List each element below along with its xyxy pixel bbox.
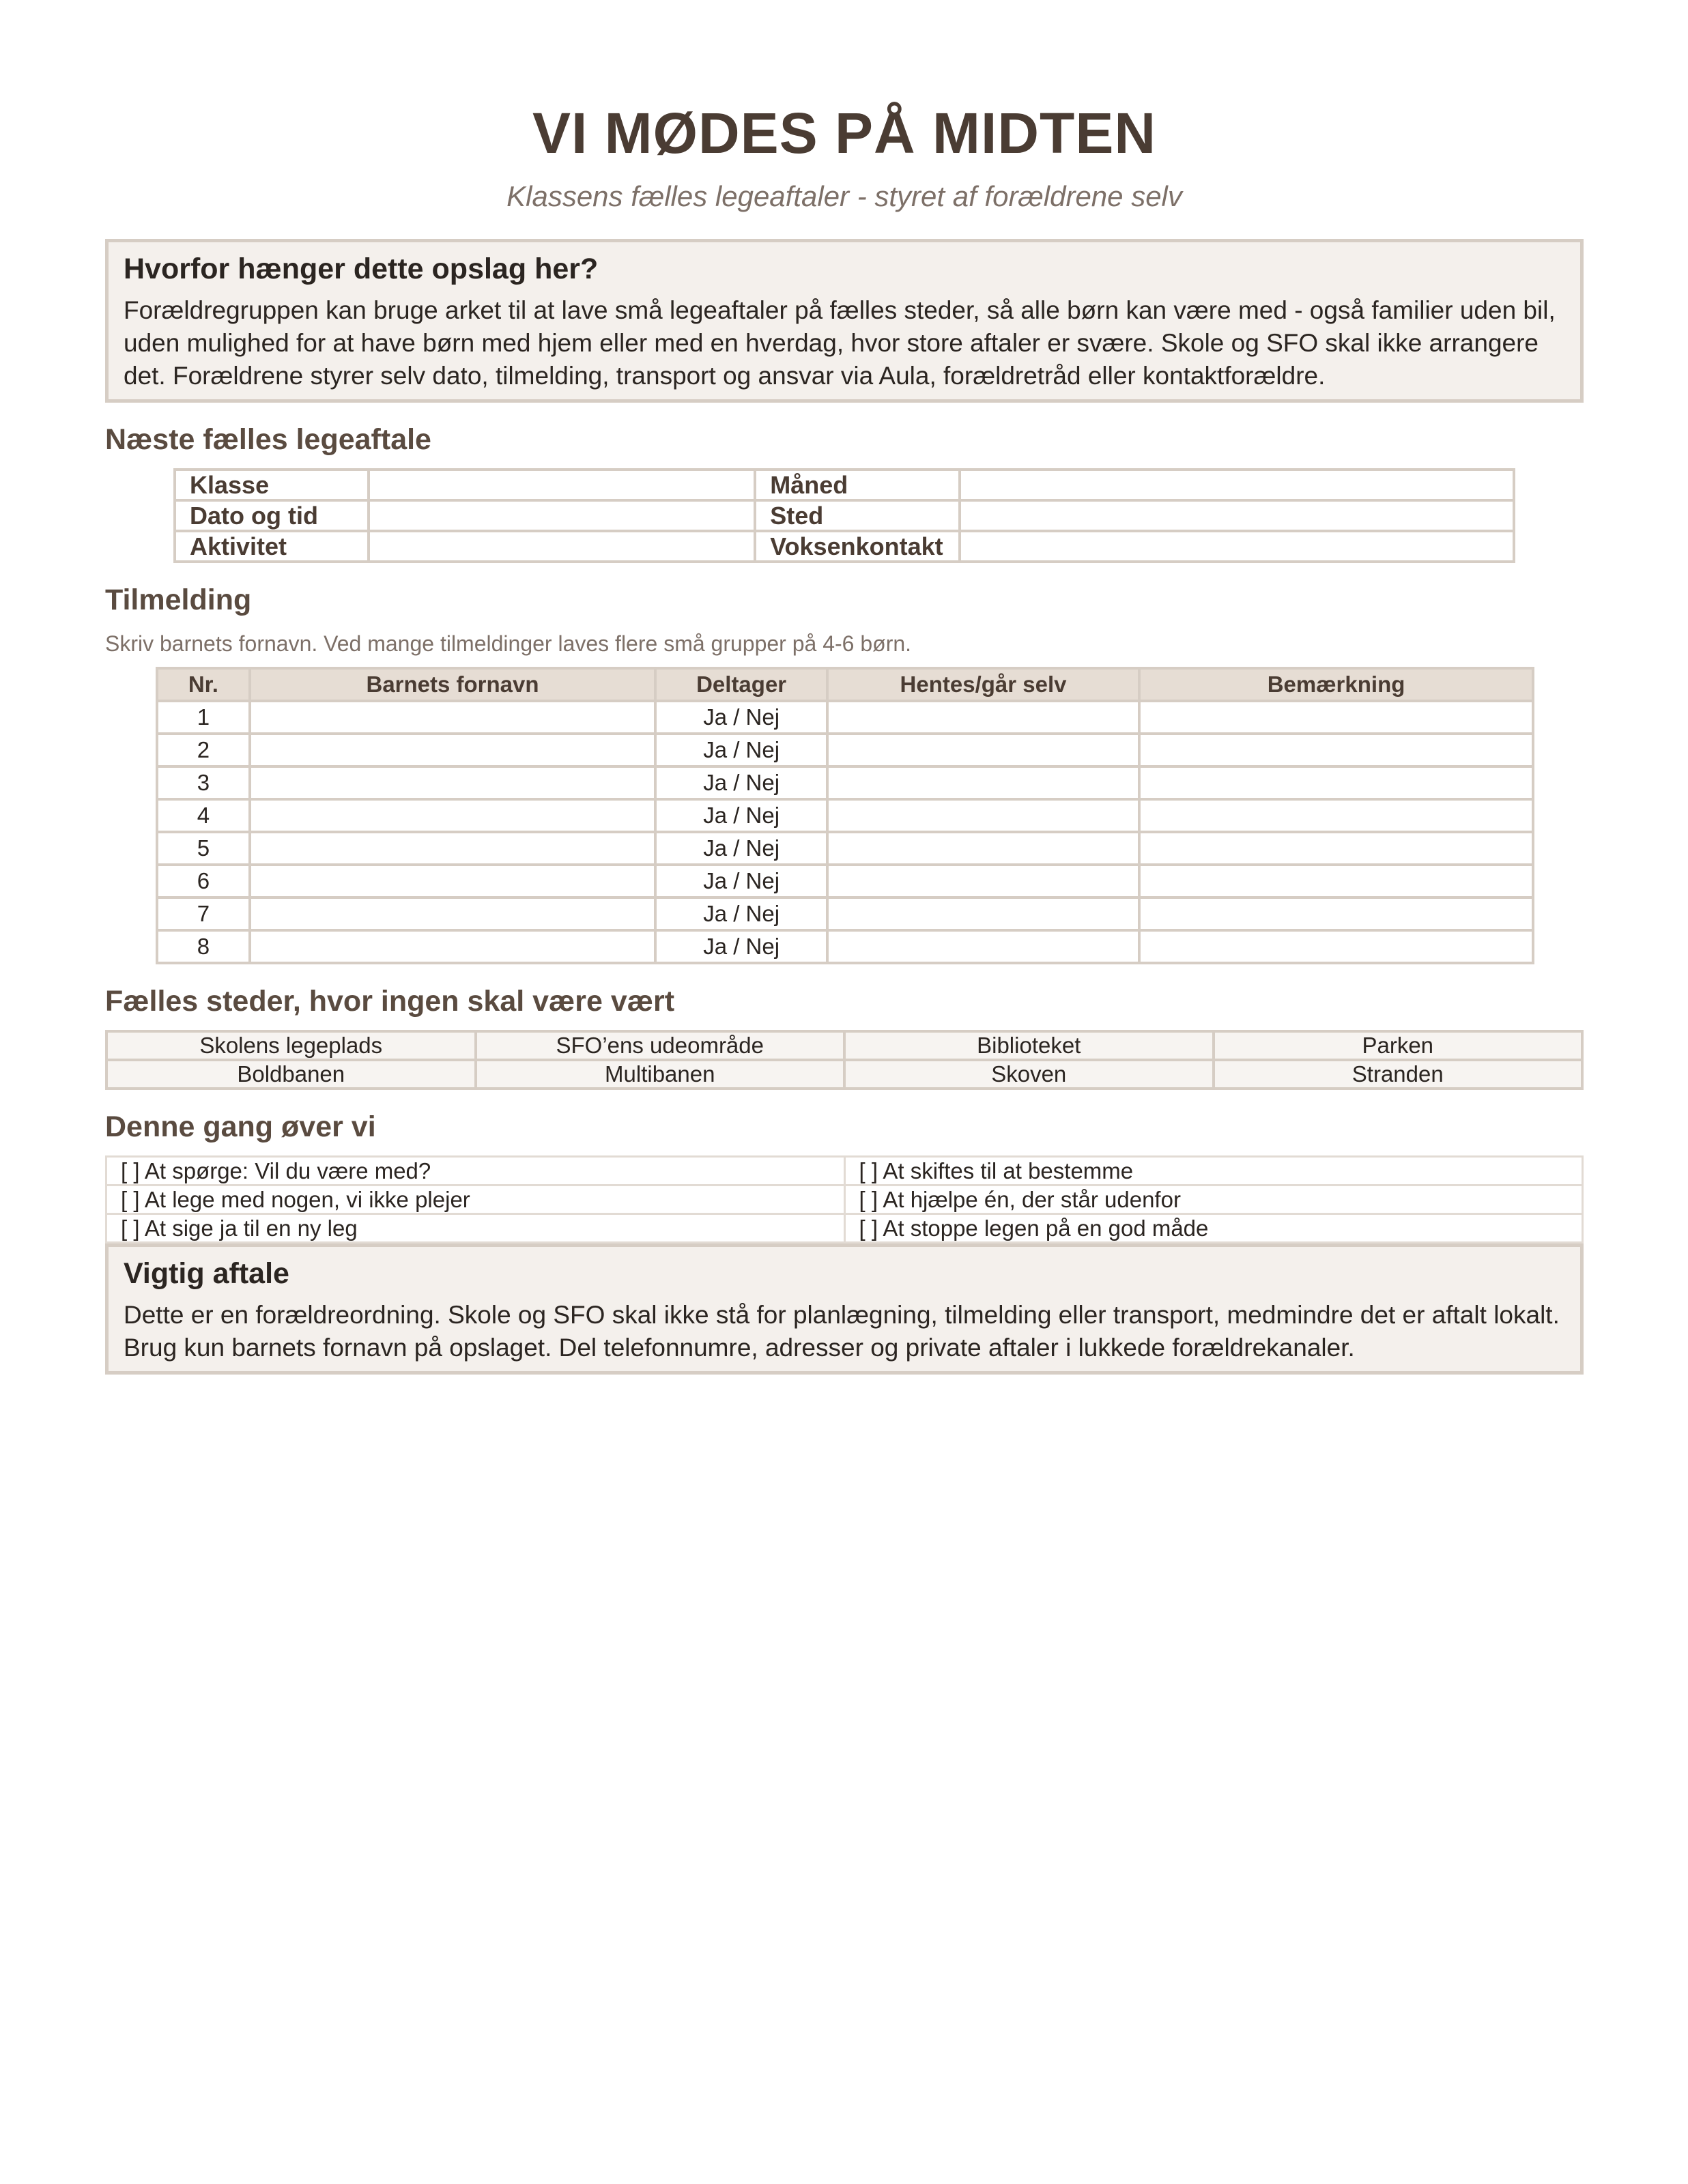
table-row: [157, 897, 1533, 930]
places-table: [105, 1030, 1584, 1090]
table-row: [157, 865, 1533, 897]
table-row: [157, 734, 1533, 766]
child-name-cell[interactable]: [250, 865, 656, 897]
place-cell: Multibanen: [476, 1060, 845, 1089]
page-subtitle: Klassens fælles legeaftaler - styret af forældrene selv: [506, 180, 1182, 212]
row-number: 6: [157, 865, 250, 897]
field-value[interactable]: [369, 500, 755, 531]
participant-cell[interactable]: Ja / Nej: [655, 799, 827, 832]
row-number: 1: [157, 701, 250, 734]
practice-checkbox-item[interactable]: [ ] At hjælpe én, der står udenfor: [844, 1186, 1583, 1214]
table-row: [157, 832, 1533, 865]
practice-checkbox-item[interactable]: [ ] At stoppe legen på en god måde: [844, 1214, 1583, 1243]
child-name-cell[interactable]: [250, 832, 656, 865]
remark-cell[interactable]: [1139, 865, 1533, 897]
places-heading: Fælles steder, hvor ingen skal være vært: [105, 985, 675, 1018]
place-cell: Biblioteket: [844, 1031, 1214, 1060]
participant-cell[interactable]: Ja / Nej: [655, 832, 827, 865]
participant-cell[interactable]: Ja / Nej: [655, 865, 827, 897]
remark-cell[interactable]: [1139, 799, 1533, 832]
pickup-cell[interactable]: [827, 832, 1139, 865]
table-row: [175, 531, 1514, 562]
remark-cell[interactable]: [1139, 766, 1533, 799]
pickup-cell[interactable]: [827, 766, 1139, 799]
remark-cell[interactable]: [1139, 930, 1533, 963]
pickup-cell[interactable]: [827, 701, 1139, 734]
remark-cell[interactable]: [1139, 897, 1533, 930]
row-number: 4: [157, 799, 250, 832]
registration-table: [156, 667, 1534, 964]
field-value[interactable]: [960, 470, 1514, 500]
field-label: Sted: [755, 500, 960, 531]
pickup-cell[interactable]: [827, 734, 1139, 766]
table-row: [106, 1214, 1583, 1243]
row-number: 2: [157, 734, 250, 766]
place-cell: SFO’ens udeområde: [476, 1031, 845, 1060]
child-name-cell[interactable]: [250, 930, 656, 963]
table-header-row: [157, 668, 1533, 701]
practice-checkbox-item[interactable]: [ ] At skiftes til at bestemme: [844, 1157, 1583, 1186]
column-header: Barnets fornavn: [250, 668, 656, 701]
child-name-cell[interactable]: [250, 766, 656, 799]
important-box-title: Vigtig aftale: [124, 1257, 289, 1290]
column-header: Deltager: [655, 668, 827, 701]
field-value[interactable]: [960, 531, 1514, 562]
field-value[interactable]: [369, 470, 755, 500]
row-number: 7: [157, 897, 250, 930]
pickup-cell[interactable]: [827, 799, 1139, 832]
child-name-cell[interactable]: [250, 897, 656, 930]
remark-cell[interactable]: [1139, 701, 1533, 734]
why-box: [105, 239, 1584, 403]
table-row: [175, 500, 1514, 531]
table-row: [106, 1186, 1583, 1214]
table-row: [157, 701, 1533, 734]
important-box-text: Dette er en forældreordning. Skole og SFO skal ikke stå for planlægning, tilmelding eller transport, medmindre det er aftalt lokalt. Brug kun barnets fornavn på opslaget. Del telefonnumre, adresser og private aftaler i lukkede forældrekanaler.: [124, 1301, 1560, 1362]
child-name-cell[interactable]: [250, 701, 656, 734]
why-box-title: Hvorfor hænger dette opslag her?: [124, 253, 599, 285]
table-row: [157, 930, 1533, 963]
place-cell: Skolens legeplads: [106, 1031, 476, 1060]
practice-checkbox-item[interactable]: [ ] At sige ja til en ny leg: [106, 1214, 845, 1243]
row-number: 5: [157, 832, 250, 865]
table-row: [157, 799, 1533, 832]
remark-cell[interactable]: [1139, 832, 1533, 865]
child-name-cell[interactable]: [250, 799, 656, 832]
table-row: [106, 1031, 1582, 1060]
registration-note: Skriv barnets fornavn. Ved mange tilmeldinger laves flere små grupper på 4-6 børn.: [105, 631, 912, 656]
field-label: Voksenkontakt: [755, 531, 960, 562]
pickup-cell[interactable]: [827, 930, 1139, 963]
remark-cell[interactable]: [1139, 734, 1533, 766]
field-label: Dato og tid: [175, 500, 369, 531]
practice-heading: Denne gang øver vi: [105, 1110, 376, 1143]
pickup-cell[interactable]: [827, 897, 1139, 930]
row-number: 3: [157, 766, 250, 799]
child-name-cell[interactable]: [250, 734, 656, 766]
table-row: [175, 470, 1514, 500]
field-label: Klasse: [175, 470, 369, 500]
practice-checkbox-item[interactable]: [ ] At lege med nogen, vi ikke plejer: [106, 1186, 845, 1214]
participant-cell[interactable]: Ja / Nej: [655, 766, 827, 799]
table-row: [157, 766, 1533, 799]
important-box: [105, 1244, 1584, 1375]
document-page: [105, 96, 1584, 1375]
participant-cell[interactable]: Ja / Nej: [655, 734, 827, 766]
place-cell: Stranden: [1214, 1060, 1583, 1089]
practice-table: [105, 1155, 1584, 1244]
table-row: [106, 1157, 1583, 1186]
why-box-text: Forældregruppen kan bruge arket til at lave små legeaftaler på fælles steder, så alle børn kan være med - også familier uden bil, uden mulighed for at have børn med hjem eller med en hverdag, hvor store aftaler er svære. Skole og SFO skal ikke arrangere det. Forældrene styrer selv dato, tilmelding, transport og ansvar via Aula, forældretråd eller kontaktforældre.: [124, 296, 1556, 390]
column-header: Nr.: [157, 668, 250, 701]
participant-cell[interactable]: Ja / Nej: [655, 930, 827, 963]
table-row: [106, 1060, 1582, 1089]
row-number: 8: [157, 930, 250, 963]
column-header: Bemærkning: [1139, 668, 1533, 701]
page-title: VI MØDES PÅ MIDTEN: [532, 101, 1157, 165]
place-cell: Parken: [1214, 1031, 1583, 1060]
field-value[interactable]: [960, 500, 1514, 531]
next-agreement-table: [173, 468, 1515, 563]
place-cell: Boldbanen: [106, 1060, 476, 1089]
registration-heading: Tilmelding: [105, 584, 252, 616]
column-header: Hentes/går selv: [827, 668, 1139, 701]
field-label: Aktivitet: [175, 531, 369, 562]
practice-checkbox-item[interactable]: [ ] At spørge: Vil du være med?: [106, 1157, 845, 1186]
participant-cell[interactable]: Ja / Nej: [655, 897, 827, 930]
next-agreement-heading: Næste fælles legeaftale: [105, 423, 431, 456]
place-cell: Skoven: [844, 1060, 1214, 1089]
field-value[interactable]: [369, 531, 755, 562]
participant-cell[interactable]: Ja / Nej: [655, 701, 827, 734]
pickup-cell[interactable]: [827, 865, 1139, 897]
field-label: Måned: [755, 470, 960, 500]
